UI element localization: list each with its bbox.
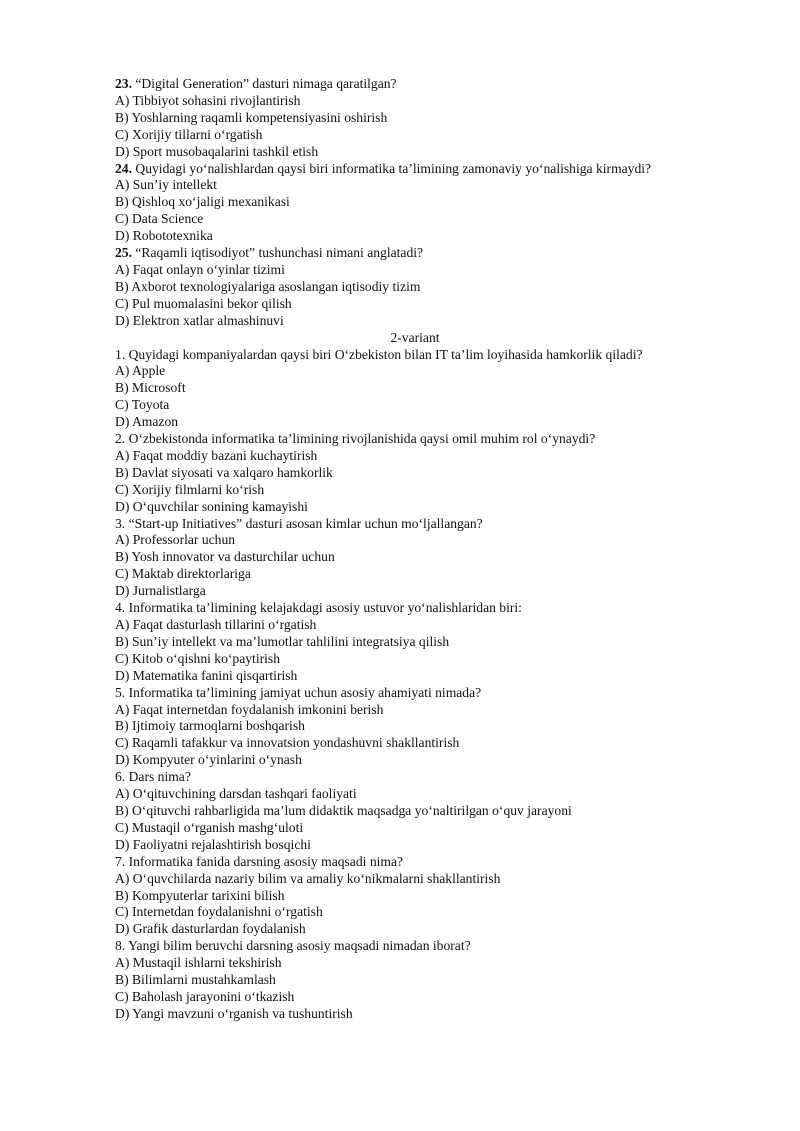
- answer-option: B) Axborot texnologiyalariga asoslangan iqtisodiy tizim: [115, 278, 421, 294]
- answer-option: B) Ijtimoiy tarmoqlarni boshqarish: [115, 718, 305, 734]
- answer-option: C) Pul muomalasini bekor qilish: [115, 295, 292, 311]
- answer-option: A) Faqat onlayn o‘yinlar tizimi: [115, 261, 285, 277]
- question-text: 5. Informatika ta’limining jamiyat uchun asosiy ahamiyati nimada?: [115, 684, 482, 700]
- answer-option: C) Xorijiy tillarni o‘rgatish: [115, 126, 263, 142]
- answer-option: D) Faoliyatni rejalashtirish bosqichi: [115, 836, 311, 852]
- question-7: [115, 854, 715, 939]
- answer-option: B) Kompyuterlar tarixini bilish: [115, 887, 285, 903]
- document-page: [115, 76, 715, 1023]
- answer-option: D) Yangi mavzuni o‘rganish va tushuntirish: [115, 1005, 353, 1021]
- answer-option: C) Raqamli tafakkur va innovatsion yondashuvni shakllantirish: [115, 735, 460, 751]
- answer-option: D) O‘quvchilar sonining kamayishi: [115, 498, 308, 514]
- answer-option: B) O‘qituvchi rahbarligida ma’lum didaktik maqsadga yo‘naltirilgan o‘quv jarayoni: [115, 802, 572, 818]
- answer-option: A) Faqat moddiy bazani kuchaytirish: [115, 447, 318, 463]
- question-6: [115, 769, 715, 854]
- answer-option: A) Faqat dasturlash tillarini o‘rgatish: [115, 617, 317, 632]
- question-4: [115, 600, 715, 685]
- answer-option: A) Faqat internetdan foydalanish imkonini berish: [115, 701, 384, 717]
- answer-option: D) Sport musobaqalarini tashkil etish: [115, 143, 319, 159]
- answer-option: D) Grafik dasturlardan foydalanish: [115, 921, 306, 937]
- answer-option: C) Kitob o‘qishni ko‘paytirish: [115, 650, 281, 666]
- question-25: [115, 245, 715, 330]
- answer-option: C) Maktab direktorlariga: [115, 566, 251, 582]
- question-number: 24.: [115, 160, 132, 176]
- question-1: [115, 347, 715, 432]
- answer-option: B) Yosh innovator va dasturchilar uchun: [115, 549, 335, 565]
- question-5: [115, 685, 715, 770]
- question-text: 25. “Raqamli iqtisodiyot” tushunchasi nimani anglatadi?: [115, 245, 424, 261]
- answer-option: B) Bilimlarni mustahkamlash: [115, 972, 276, 988]
- answer-option: C) Toyota: [115, 397, 170, 413]
- question-text: 2. O‘zbekistonda informatika ta’limining rivojlanishida qaysi omil muhim rol o‘ynaydi?: [115, 431, 596, 447]
- question-2: [115, 431, 715, 516]
- question-3: [115, 516, 715, 601]
- answer-option: B) Qishloq xo‘jaligi mexanikasi: [115, 194, 290, 210]
- question-text: 1. Quyidagi kompaniyalardan qaysi biri O‘zbekiston bilan IT ta’lim loyihasida hamkorlik qiladi?: [115, 346, 643, 362]
- variant-heading: 2-variant: [390, 329, 440, 345]
- answer-option: D) Amazon: [115, 414, 179, 430]
- question-text: 24. Quyidagi yo‘nalishlardan qaysi biri informatika ta’limining zamonaviy yo‘nalishiga kirmaydi?: [115, 160, 652, 176]
- answer-option: A) Tibbiyot sohasini rivojlantirish: [115, 92, 301, 108]
- question-text: 3. “Start-up Initiatives” dasturi asosan kimlar uchun mo‘ljallangan?: [115, 515, 483, 531]
- answer-option: D) Robototexnika: [115, 228, 213, 244]
- answer-option: A) Sun’iy intellekt: [115, 177, 217, 193]
- question-text: 8. Yangi bilim beruvchi darsning asosiy maqsadi nimadan iborat?: [115, 938, 471, 954]
- answer-option: C) Internetdan foydalanishni o‘rgatish: [115, 904, 323, 920]
- answer-option: B) Sun’iy intellekt va ma’lumotlar tahlilini integratsiya qilish: [115, 633, 450, 649]
- question-text: 4. Informatika ta’limining kelajakdagi asosiy ustuvor yo‘nalishlaridan biri:: [115, 600, 522, 616]
- answer-option: D) Matematika fanini qisqartirish: [115, 667, 298, 683]
- answer-option: A) Apple: [115, 363, 166, 379]
- answer-option: B) Davlat siyosati va xalqaro hamkorlik: [115, 464, 333, 480]
- question-text: 7. Informatika fanida darsning asosiy maqsadi nima?: [115, 853, 404, 869]
- question-23: [115, 76, 715, 161]
- answer-option: B) Microsoft: [115, 380, 186, 396]
- answer-option: D) Jurnalistlarga: [115, 583, 206, 599]
- answer-option: A) Professorlar uchun: [115, 532, 236, 548]
- question-text: 6. Dars nima?: [115, 769, 191, 785]
- question-24: [115, 161, 715, 246]
- answer-option: C) Xorijiy filmlarni ko‘rish: [115, 481, 265, 497]
- answer-option: A) O‘qituvchining darsdan tashqari faoliyati: [115, 786, 357, 802]
- answer-option: C) Mustaqil o‘rganish mashg‘uloti: [115, 819, 304, 835]
- question-number: 25.: [115, 245, 132, 261]
- answer-option: C) Data Science: [115, 211, 204, 227]
- question-text: 23. “Digital Generation” dasturi nimaga qaratilgan?: [115, 76, 397, 91]
- answer-option: D) Kompyuter o‘yinlarini o‘ynash: [115, 752, 302, 768]
- question-number: 23.: [115, 76, 132, 91]
- answer-option: A) Mustaqil ishlarni tekshirish: [115, 955, 282, 971]
- answer-option: A) O‘quvchilarda nazariy bilim va amaliy ko‘nikmalarni shakllantirish: [115, 870, 501, 886]
- question-8: [115, 938, 715, 1023]
- answer-option: D) Elektron xatlar almashinuvi: [115, 312, 284, 328]
- answer-option: B) Yoshlarning raqamli kompetensiyasini oshirish: [115, 109, 388, 125]
- answer-option: C) Baholash jarayonini o‘tkazish: [115, 988, 295, 1004]
